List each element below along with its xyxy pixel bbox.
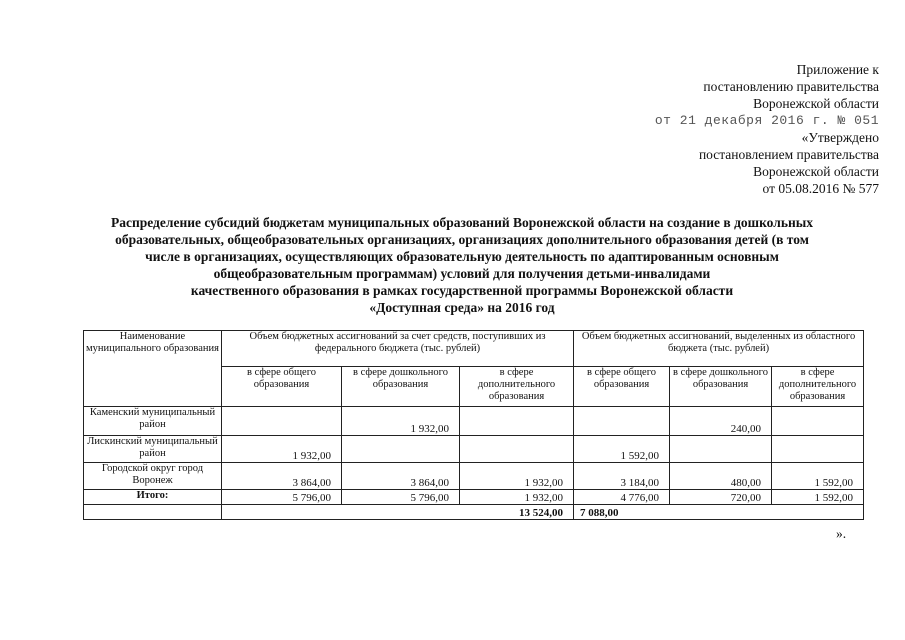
appendix-line-3: Воронежской области	[753, 96, 879, 111]
row-name: Лискинский муниципальный район	[84, 436, 222, 463]
cell-federal-general	[222, 407, 342, 436]
cell-regional-general-total: 4 776,00	[574, 490, 670, 505]
subheader-regional-general: в сфере общего образования	[574, 367, 670, 407]
cell-federal-preschool	[342, 436, 460, 463]
cell-federal-additional	[460, 407, 574, 436]
cell-federal-additional-total: 1 932,00	[460, 490, 574, 505]
cell-regional-additional-total: 1 592,00	[772, 490, 864, 505]
group-header-federal: Объем бюджетных ассигнований за счет средств, поступивших из федерального бюджета (тыс. рублей)	[222, 331, 574, 367]
cell-federal-general-total: 5 796,00	[222, 490, 342, 505]
cell-federal-preschool-total: 5 796,00	[342, 490, 460, 505]
cell-federal-general: 1 932,00	[222, 436, 342, 463]
cell-regional-additional	[772, 407, 864, 436]
title-line: качественного образования в рамках государственной программы Воронежской области	[190, 283, 734, 298]
cell-federal-preschool: 1 932,00	[342, 407, 460, 436]
approved-date-number: от 05.08.2016 № 577	[762, 181, 879, 196]
subheader-federal-general: в сфере общего образования	[222, 367, 342, 407]
subsidy-table	[83, 330, 864, 520]
table-row	[84, 407, 864, 436]
cell-federal-general: 3 864,00	[222, 463, 342, 490]
title-line: общеобразовательным программам) условий для получения детьми-инвалидами	[213, 266, 711, 281]
cell-regional-preschool-total: 720,00	[670, 490, 772, 505]
cell-regional-general	[574, 407, 670, 436]
subheader-regional-additional: в сфере дополнительного образования	[772, 367, 864, 407]
cell-regional-general: 3 184,00	[574, 463, 670, 490]
cell-federal-preschool: 3 864,00	[342, 463, 460, 490]
table-header-row	[84, 331, 864, 367]
approved-line-3: Воронежской области	[753, 164, 879, 179]
closing-quote: ».	[836, 526, 847, 541]
grand-total-federal: 13 524,00	[222, 505, 574, 520]
row-name-total: Итого:	[84, 490, 222, 505]
row-name: Каменский муниципальный район	[84, 407, 222, 436]
table-row	[84, 436, 864, 463]
cell-regional-preschool: 240,00	[670, 407, 772, 436]
row-name: Городской округ город Воронеж	[84, 463, 222, 490]
cell-federal-additional: 1 932,00	[460, 463, 574, 490]
table-row-grand-total	[84, 505, 864, 520]
cell-regional-additional: 1 592,00	[772, 463, 864, 490]
cell-regional-preschool: 480,00	[670, 463, 772, 490]
title-line: числе в организациях, осуществляющих образовательную деятельность по адаптированным основным	[145, 249, 779, 264]
title-line: образовательных, общеобразовательных организациях, организациях дополнительного образования детей (в том	[115, 232, 809, 247]
approved-line-1: «Утверждено	[801, 130, 879, 145]
cell-regional-general: 1 592,00	[574, 436, 670, 463]
cell-regional-preschool	[670, 436, 772, 463]
col-header-name: Наименование муниципального образования	[84, 331, 222, 407]
subheader-federal-additional: в сфере дополнительного образования	[460, 367, 574, 407]
cell-regional-additional	[772, 436, 864, 463]
appendix-line-1: Приложение к	[796, 62, 879, 77]
group-header-regional: Объем бюджетных ассигнований, выделенных из областного бюджета (тыс. рублей)	[574, 331, 864, 367]
grand-total-label-cell	[84, 505, 222, 520]
appendix-line-2: постановлению правительства	[703, 79, 879, 94]
title-line: Распределение субсидий бюджетам муниципальных образований Воронежской области на создание в дошкольных	[110, 215, 814, 230]
appendix-date-number: от 21 декабря 2016 г. № 051	[654, 113, 879, 128]
appendix-header	[655, 61, 879, 129]
grand-total-regional: 7 088,00	[574, 505, 864, 520]
subheader-federal-preschool: в сфере дошкольного образования	[342, 367, 460, 407]
cell-federal-additional	[460, 436, 574, 463]
approved-line-2: постановлением правительства	[698, 147, 879, 162]
title-line: «Доступная среда» на 2016 год	[369, 300, 555, 315]
subheader-regional-preschool: в сфере дошкольного образования	[670, 367, 772, 407]
document-title	[62, 214, 862, 316]
table-row-total	[84, 490, 864, 505]
table-row	[84, 463, 864, 490]
approved-header	[699, 129, 879, 197]
